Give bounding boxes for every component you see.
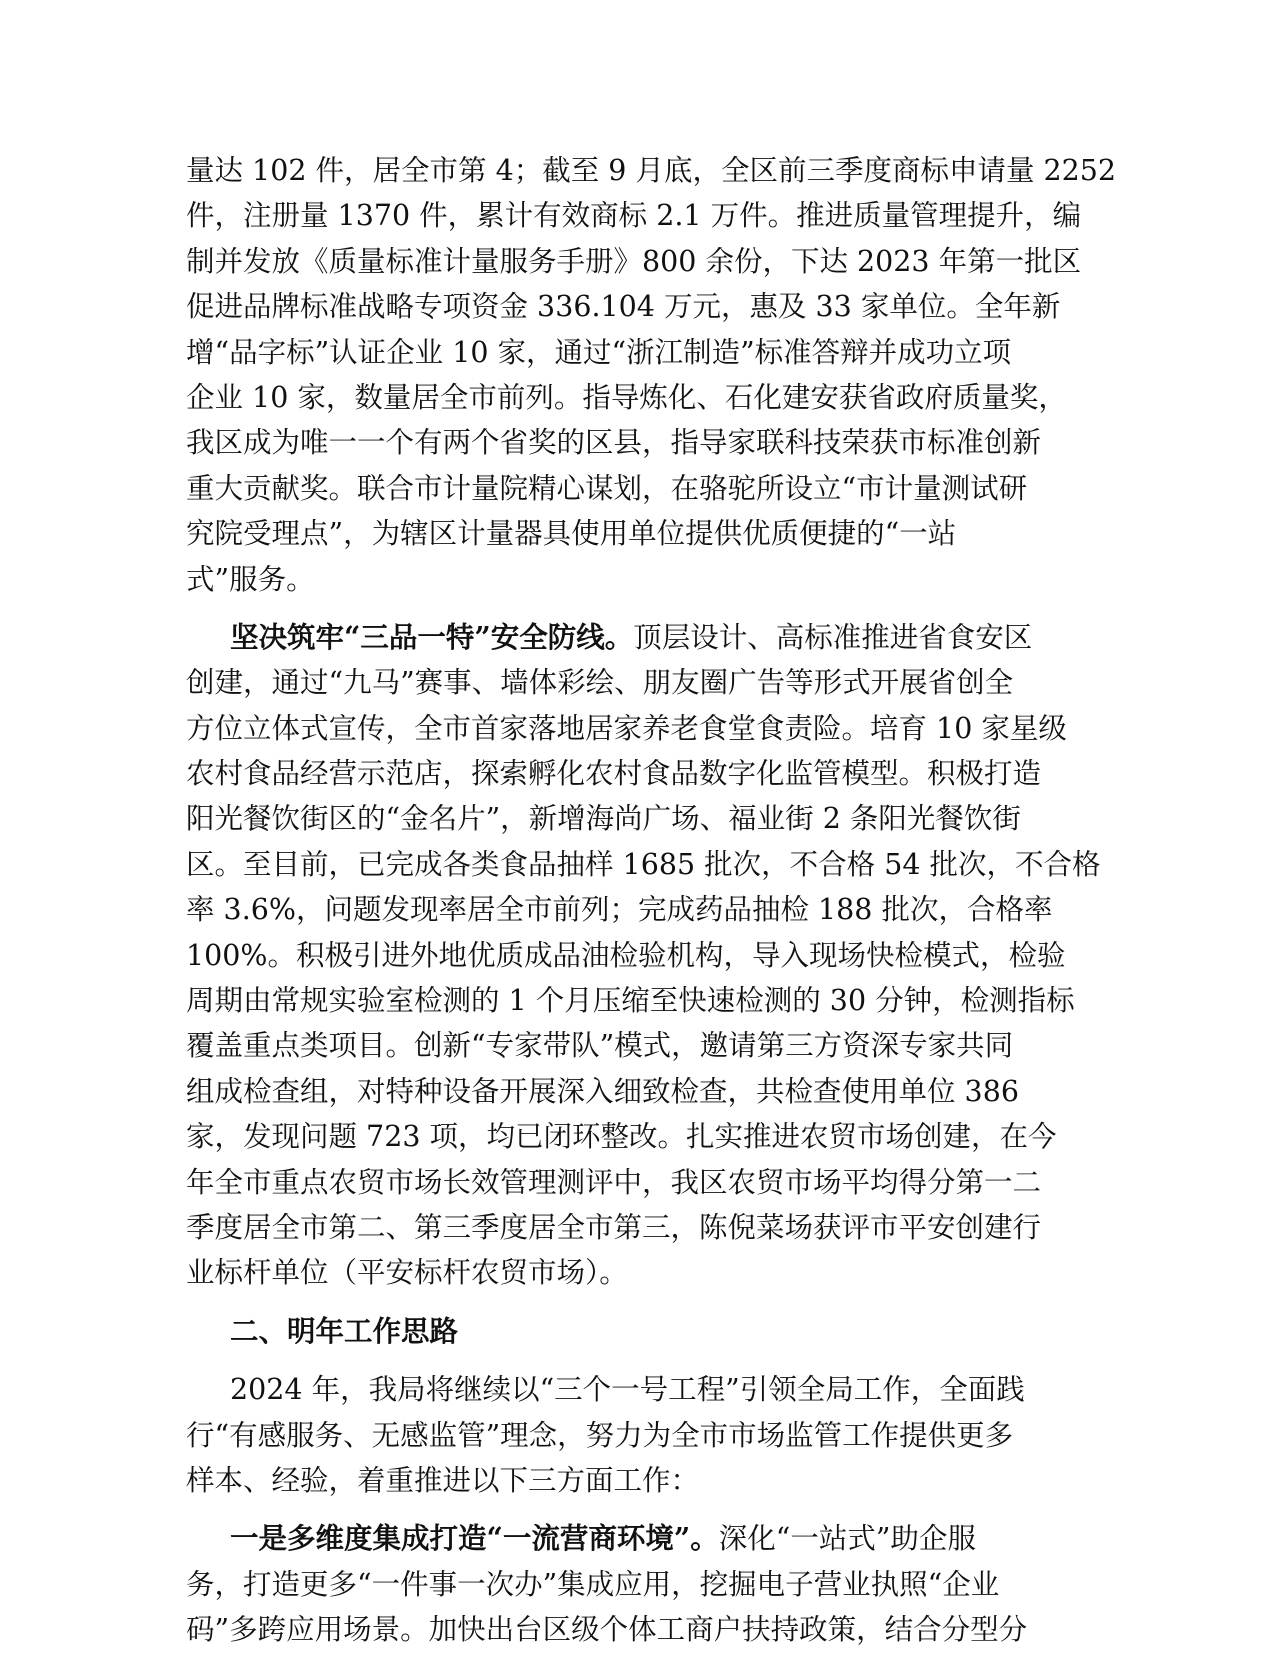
text-line: 样本、经验，着重推进以下三方面工作： — [186, 1463, 700, 1497]
text-line: 业标杆单位（平安标杆农贸市场）。 — [186, 1256, 628, 1290]
paragraph-food-safety — [186, 615, 1101, 1296]
text-line: 季度居全市第二、第三季度居全市第三，陈倪菜场获评市平安创建行 — [186, 1210, 1042, 1244]
text-line: 区。至目前，已完成各类食品抽样 1685 批次，不合格 54 批次，不合格 — [186, 847, 1101, 881]
text-line: 创建，通过“九马”赛事、墙体彩绘、朋友圈广告等形式开展省创全 — [186, 666, 1014, 700]
paragraph-text: 顶层设计、高标准推进省食安区 — [633, 620, 1033, 654]
text-line: 重大贡献奖。联合市计量院精心谋划，在骆驼所设立“市计量测试研 — [186, 471, 1028, 505]
text-line: 覆盖重点类项目。创新“专家带队”模式，邀请第三方资深专家共同 — [186, 1029, 1014, 1063]
text-line: 方位立体式宣传，全市首家落地居家养老食堂食责险。培育 10 家星级 — [186, 711, 1067, 745]
paragraph-brand-quality — [186, 148, 1117, 602]
paragraph-text: 深化“一站式”助企服 — [718, 1522, 976, 1556]
text-line: 组成检查组，对特种设备开展深入细致检查，共检查使用单位 386 — [186, 1074, 1019, 1108]
text-line: 式”服务。 — [186, 562, 315, 596]
text-line: 农村食品经营示范店，探索孵化农村食品数字化监管模型。积极打造 — [186, 757, 1042, 791]
text-line: 企业 10 家，数量居全市前列。指导炼化、石化建安获省政府质量奖， — [186, 380, 1067, 414]
text-line: 究院受理点”，为辖区计量器具使用单位提供优质便捷的“一站 — [186, 517, 957, 551]
text-line: 阳光餐饮街区的“金名片”，新增海尚广场、福业街 2 条阳光餐饮街 — [186, 802, 1021, 836]
paragraph-next-year-plan — [186, 1367, 1076, 1503]
text-line: 年全市重点农贸市场长效管理测评中，我区农贸市场平均得分第一二 — [186, 1165, 1042, 1199]
text-line: 务，打造更多“一件事一次办”集成应用，挖掘电子营业执照“企业 — [186, 1567, 1000, 1601]
text-line — [186, 1516, 1076, 1561]
text-line: 家，发现问题 723 项，均已闭环整改。扎实推进农贸市场创建，在今 — [186, 1120, 1057, 1154]
paragraph-business-environment — [186, 1516, 1076, 1652]
text-line: 码”多跨应用场景。加快出台区级个体工商户扶持政策，结合分型分 — [186, 1613, 1028, 1647]
section-heading: 二、明年工作思路 — [230, 1313, 459, 1348]
paragraph-heading: 一是多维度集成打造“一流营商环境”。 — [230, 1521, 719, 1556]
text-line: 件，注册量 1370 件，累计有效商标 2.1 万件。推进质量管理提升，编 — [186, 199, 1082, 233]
text-line: 2024 年，我局将继续以“三个一号工程”引领全局工作，全面践 — [230, 1373, 1025, 1407]
text-line: 制并发放《质量标准计量服务手册》800 余份，下达 2023 年第一批区 — [186, 244, 1082, 278]
text-line: 促进品牌标准战略专项资金 336.104 万元，惠及 33 家单位。全年新 — [186, 290, 1061, 324]
text-line: 行“有感服务、无感监管”理念，努力为全市市场监管工作提供更多 — [186, 1418, 1014, 1452]
paragraph-heading: 坚决筑牢“三品一特”安全防线。 — [230, 619, 634, 654]
text-line: 我区成为唯一一个有两个省奖的区县，指导家联科技荣获市标准创新 — [186, 426, 1042, 460]
text-line: 率 3.6%，问题发现率居全市前列；完成药品抽检 188 批次，合格率 — [186, 893, 1053, 927]
document-body — [186, 148, 1117, 1653]
text-line — [186, 615, 1076, 660]
text-line: 100%。积极引进外地优质成品油检验机构，导入现场快检模式，检验 — [186, 938, 1066, 972]
text-line: 量达 102 件，居全市第 4；截至 9 月底，全区前三季度商标申请量 2252 — [186, 154, 1117, 187]
text-line: 周期由常规实验室检测的 1 个月压缩至快速检测的 30 分钟，检测指标 — [186, 984, 1075, 1018]
text-line: 增“品字标”认证企业 10 家，通过“浙江制造”标准答辩并成功立项 — [186, 335, 1012, 369]
